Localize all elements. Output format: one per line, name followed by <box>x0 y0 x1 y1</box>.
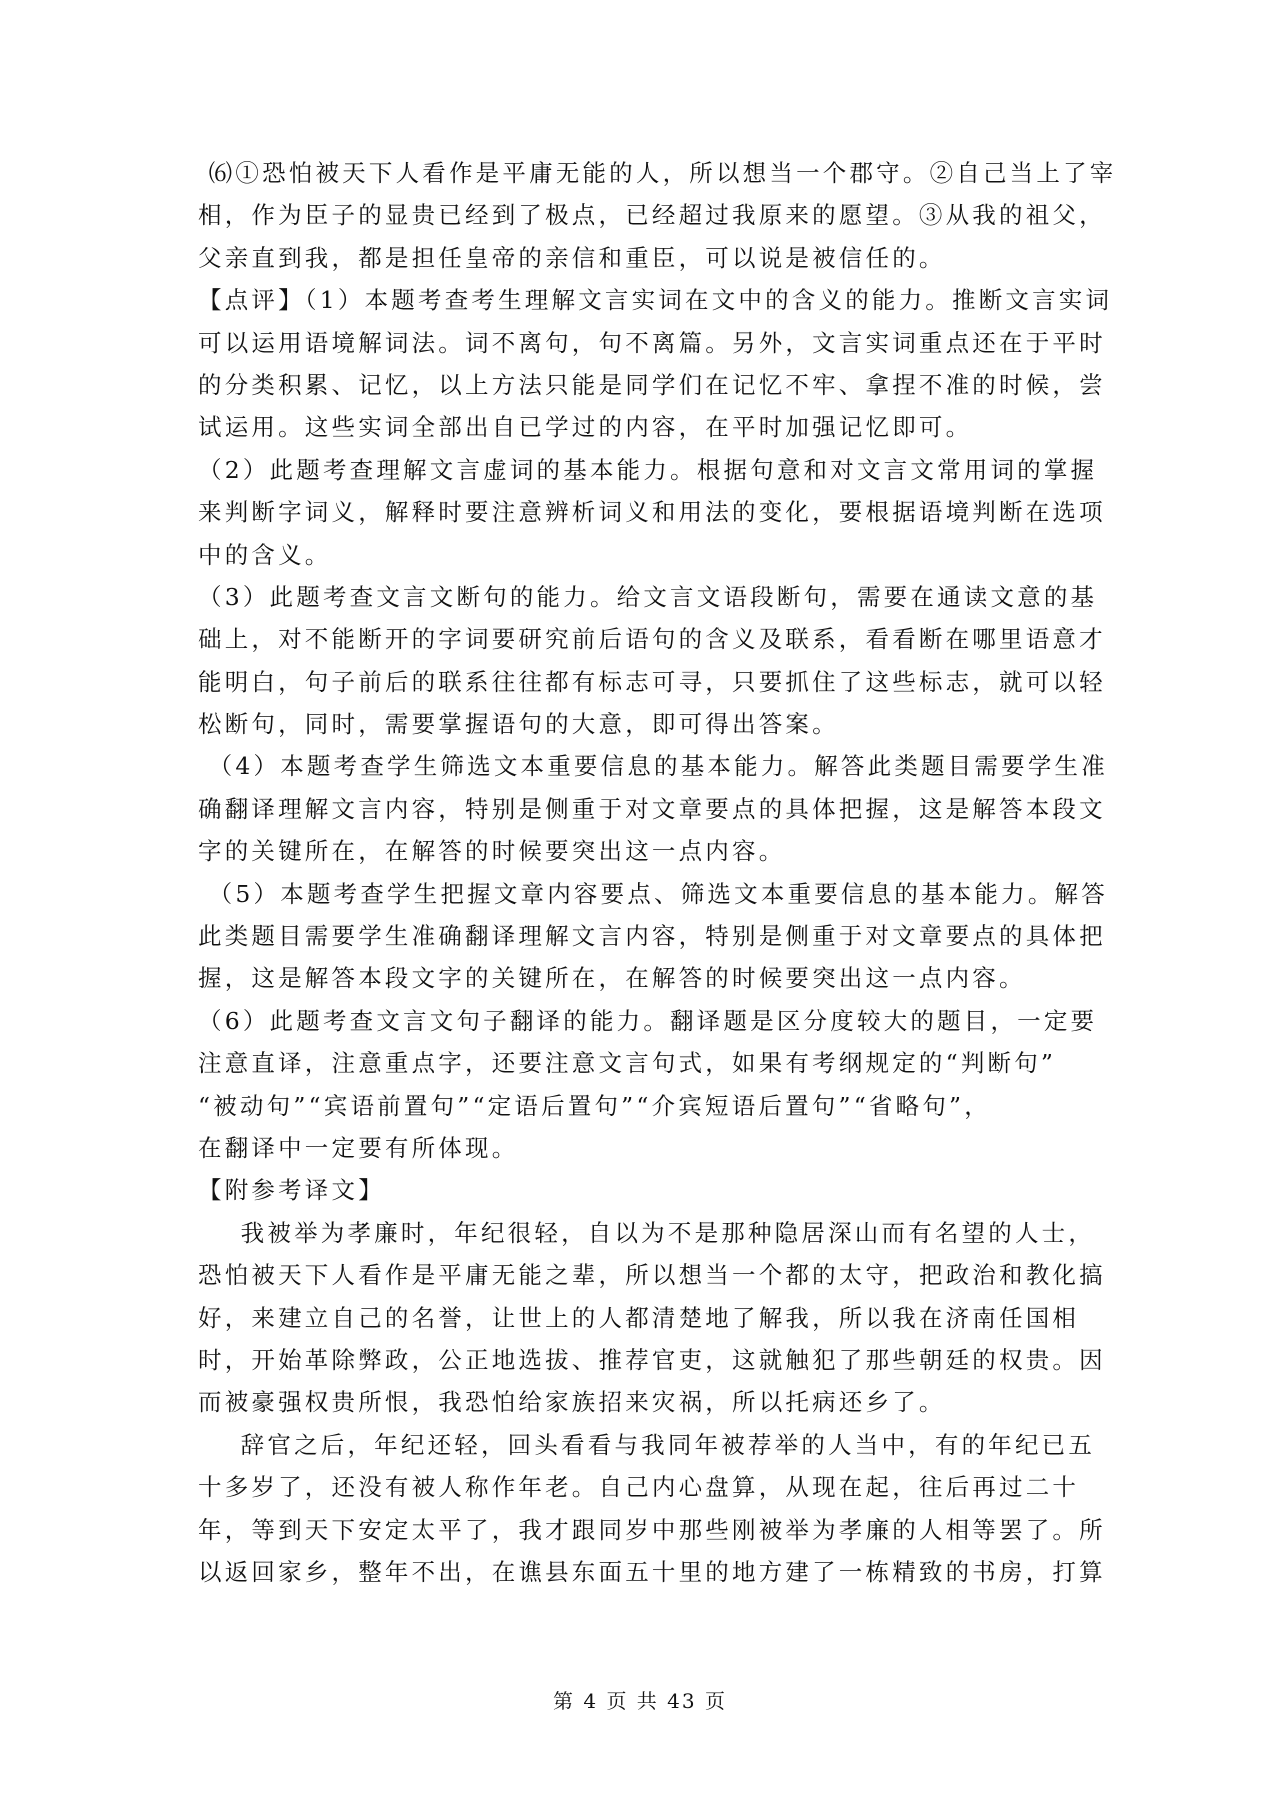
text-line: “被动句”“宾语前置句”“定语后置句”“介宾短语后置句”“省略句”， <box>198 1091 991 1120</box>
text-line: 【附参考译文】 <box>198 1176 385 1205</box>
text-line: 好，来建立自己的名誉，让世上的人都清楚地了解我，所以我在济南任国相 <box>198 1303 1080 1332</box>
text-line: 而被豪强权贵所恨，我恐怕给家族招来灾祸，所以托病还乡了。 <box>198 1388 946 1417</box>
text-line: 松断句，同时，需要掌握语句的大意，即可得出答案。 <box>198 710 839 739</box>
text-line: 可以运用语境解词法。词不离句，句不离篇。另外，文言实词重点还在于平时 <box>198 328 1106 357</box>
text-line: 握，这是解答本段文字的关键所在，在解答的时候要突出这一点内容。 <box>198 964 1026 993</box>
text-line: 的分类积累、记忆，以上方法只能是同学们在记忆不牢、拿捏不准的时候，尝 <box>198 370 1106 399</box>
text-line: 时，开始革除弊政，公正地选拔、推荐官吏，这就触犯了那些朝廷的权贵。因 <box>198 1345 1106 1374</box>
text-line: 来判断字词义，解释时要注意辨析词义和用法的变化，要根据语境判断在选项 <box>198 498 1106 527</box>
text-line: 十多岁了，还没有被人称作年老。自己内心盘算，从现在起，往后再过二十 <box>198 1473 1080 1502</box>
text-line: 中的含义。 <box>198 540 332 569</box>
text-line: 相，作为臣子的显贵已经到了极点，已经超过我原来的愿望。③从我的祖父， <box>198 201 1106 230</box>
text-line: （6）此题考查文言文句子翻译的能力。翻译题是区分度较大的题目，一定要 <box>198 1006 1098 1035</box>
text-line: （5）本题考查学生把握文章内容要点、筛选文本重要信息的基本能力。解答 <box>198 879 1108 908</box>
text-line: （3）此题考查文言文断句的能力。给文言文语段断句，需要在通读文意的基 <box>198 582 1098 611</box>
text-line: 确翻译理解文言内容，特别是侧重于对文章要点的具体把握，这是解答本段文 <box>198 794 1106 823</box>
text-line: 注意直译，注意重点字，还要注意文言句式，如果有考纲规定的“判断句” <box>198 1049 1057 1078</box>
page-number-footer: 第 4 页 共 43 页 <box>553 1689 727 1713</box>
text-line: 年，等到天下安定太平了，我才跟同岁中那些刚被举为孝廉的人相等罢了。所 <box>198 1515 1106 1544</box>
text-line: （4）本题考查学生筛选文本重要信息的基本能力。解答此类题目需要学生准 <box>198 752 1108 781</box>
text-line: （2）此题考查理解文言虚词的基本能力。根据句意和对文言文常用词的掌握 <box>198 455 1098 484</box>
text-line: 恐怕被天下人看作是平庸无能之辈，所以想当一个都的太守，把政治和教化搞 <box>198 1261 1106 1290</box>
text-line: 以返回家乡，整年不出，在谯县东面五十里的地方建了一栋精致的书房，打算 <box>198 1557 1106 1586</box>
text-line: 字的关键所在，在解答的时候要突出这一点内容。 <box>198 837 786 866</box>
text-line: 础上，对不能断开的字词要研究前后语句的含义及联系，看看断在哪里语意才 <box>198 625 1106 654</box>
document-body <box>198 152 1117 1593</box>
text-line: 试运用。这些实词全部出自已学过的内容，在平时加强记忆即可。 <box>198 413 973 442</box>
text-line: ⑹①恐怕被天下人看作是平庸无能的人，所以想当一个郡守。②自己当上了宰 <box>198 159 1117 187</box>
text-line: 能明白，句子前后的联系往往都有标志可寻，只要抓住了这些标志，就可以轻 <box>198 667 1106 696</box>
text-line: 在翻译中一定要有所体现。 <box>198 1133 519 1162</box>
text-line: 此类题目需要学生准确翻译理解文言内容，特别是侧重于对文章要点的具体把 <box>198 922 1106 951</box>
text-line: 父亲直到我，都是担任皇帝的亲信和重臣，可以说是被信任的。 <box>198 243 946 272</box>
text-line: 辞官之后，年纪还轻，回头看看与我同年被荐举的人当中，有的年纪已五 <box>198 1430 1096 1459</box>
text-line: 【点评】（1）本题考查考生理解文言实词在文中的含义的能力。推断文言实词 <box>198 286 1113 315</box>
text-line: 我被举为孝廉时，年纪很轻，自以为不是那种隐居深山而有名望的人士， <box>198 1218 1096 1247</box>
